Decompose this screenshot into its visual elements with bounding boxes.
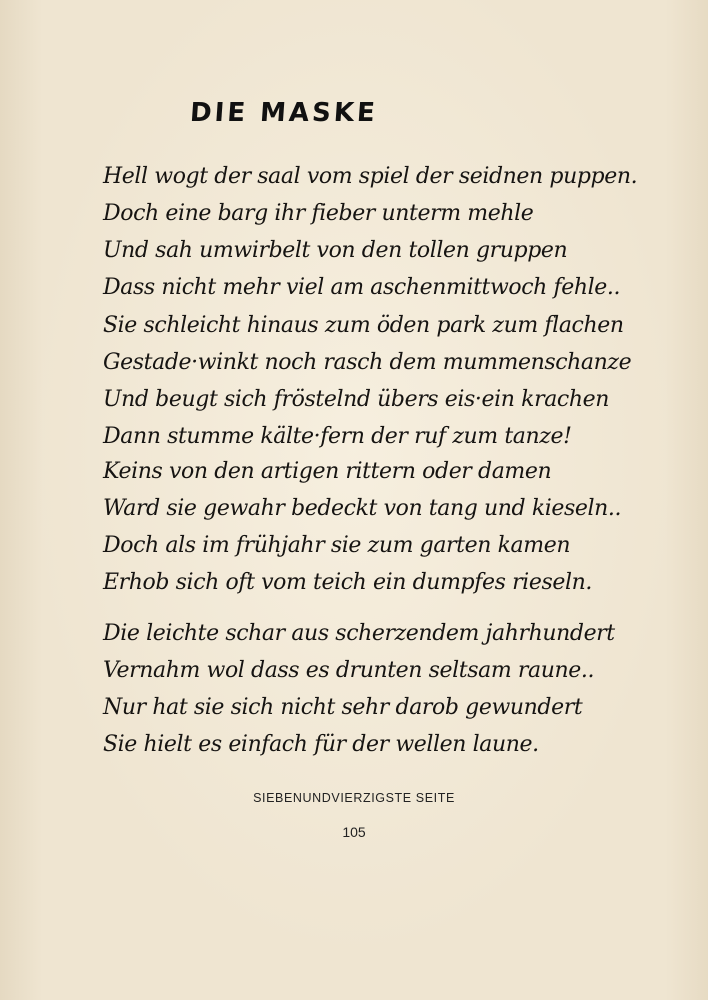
- poem-line: Nur hat sie sich nicht sehr darob gewundert: [103, 695, 583, 720]
- poem-line: Gestade·winkt noch rasch dem mummenschanze: [103, 350, 632, 375]
- poem-line: Dann stumme kälte·fern der ruf zum tanze!: [103, 424, 572, 449]
- poem-line: Keins von den artigen rittern oder damen: [103, 459, 552, 484]
- poem-line: Und sah umwirbelt von den tollen gruppen: [103, 238, 568, 263]
- page-number: 105: [342, 824, 366, 840]
- stanza-1: [103, 158, 663, 306]
- stanza-3: [103, 453, 663, 601]
- poem-line: Die leichte schar aus scherzendem jahrhundert: [103, 621, 615, 646]
- poem-line: Hell wogt der saal vom spiel der seidnen puppen.: [103, 164, 638, 189]
- stanza-2: [103, 307, 663, 455]
- poem-line: Ward sie gewahr bedeckt von tang und kieseln..: [103, 496, 622, 521]
- poem-line: Sie schleicht hinaus zum öden park zum flachen: [103, 313, 624, 338]
- poem-line: Doch als im frühjahr sie zum garten kamen: [103, 533, 571, 558]
- poem-line: Doch eine barg ihr fieber unterm mehle: [103, 201, 534, 226]
- poem-line: Dass nicht mehr viel am aschenmittwoch fehle..: [103, 275, 621, 300]
- poem-line: Vernahm wol dass es drunten seltsam raune..: [103, 658, 595, 683]
- poem-line: Und beugt sich fröstelnd übers eis·ein krachen: [103, 387, 609, 412]
- poem-title: DIE MASKE: [188, 98, 379, 128]
- poem-line: Sie hielt es einfach für der wellen laune.: [103, 732, 539, 757]
- stanza-4: [103, 615, 663, 763]
- page-caption: SIEBENUNDVIERZIGSTE SEITE: [253, 791, 455, 805]
- poem-line: Erhob sich oft vom teich ein dumpfes rieseln.: [103, 570, 592, 595]
